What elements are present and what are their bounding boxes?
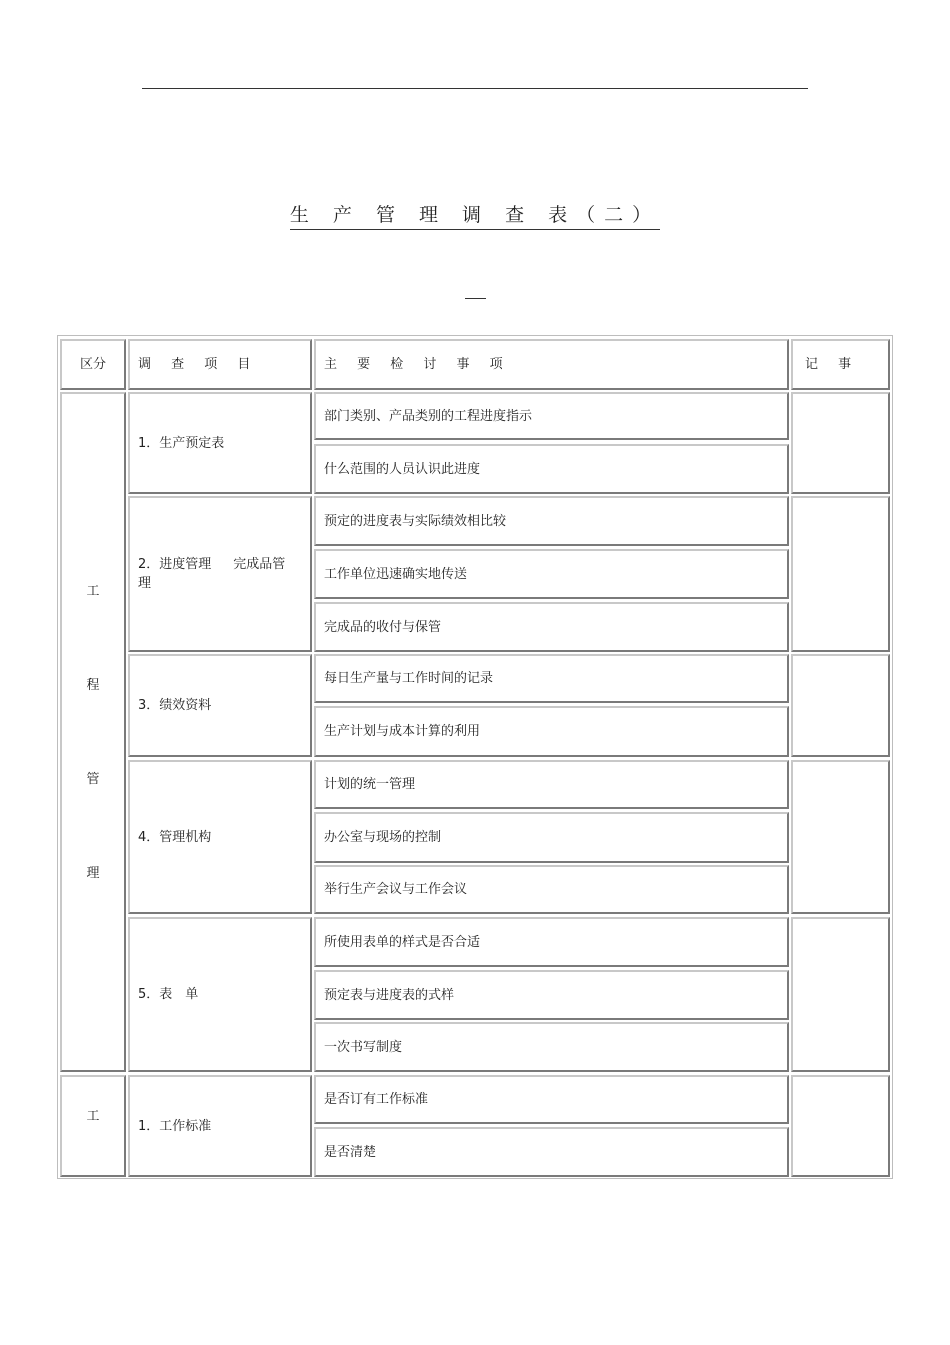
- point-cell: [314, 496, 789, 546]
- point-text: 工作单位迅速确实地传送: [324, 566, 468, 582]
- header-notes: [791, 339, 890, 390]
- point-text: 每日生产量与工作时间的记录: [324, 671, 494, 686]
- point-cell: [314, 602, 789, 652]
- point-text: 预定表与进度表的式样: [324, 987, 455, 1003]
- item-cell: [128, 654, 312, 757]
- header-category-text: 区分: [79, 357, 106, 372]
- notes-cell: [791, 1075, 890, 1177]
- point-cell: [314, 970, 789, 1020]
- category-char: 工: [86, 584, 100, 599]
- category-char: 管: [86, 772, 100, 787]
- point-cell: [314, 865, 789, 914]
- notes-cell: [791, 917, 890, 1072]
- item-cell: [128, 496, 312, 652]
- point-text: 举行生产会议与工作会议: [324, 882, 468, 897]
- header-points: [314, 339, 789, 390]
- header-points-text: 主 要 检 讨 事 项: [324, 357, 511, 372]
- item-label: 1．工作标准: [138, 1118, 212, 1134]
- category-cell-process-management: [60, 392, 126, 1072]
- item-label: 理: [138, 576, 152, 591]
- item-label: 3．绩效资料: [138, 698, 212, 713]
- point-text: 一次书写制度: [324, 1039, 403, 1055]
- point-text: 是否订有工作标准: [324, 1092, 429, 1107]
- header-category: [60, 339, 126, 390]
- category-char: 理: [86, 866, 100, 881]
- point-text: 部门类别、产品类别的工程进度指示: [324, 408, 533, 424]
- title-dash: [465, 298, 486, 299]
- header-item-text: 调 查 项 目: [138, 357, 259, 372]
- point-cell: [314, 1127, 789, 1177]
- page-title-text: 生 产 管 理 调 查 表（二）: [290, 204, 660, 230]
- point-cell: [314, 812, 789, 863]
- point-text: 完成品的收付与保管: [324, 619, 442, 635]
- point-text: 所使用表单的样式是否合适: [324, 934, 481, 950]
- point-cell: [314, 549, 789, 599]
- point-text: 是否清楚: [324, 1144, 377, 1160]
- point-text: 预定的进度表与实际绩效相比较: [324, 513, 507, 529]
- point-cell: [314, 706, 789, 757]
- point-text: 计划的统一管理: [324, 777, 416, 792]
- point-cell: [314, 917, 789, 967]
- notes-cell: [791, 392, 890, 494]
- notes-cell: [791, 654, 890, 757]
- notes-cell: [791, 760, 890, 914]
- point-cell: [314, 1075, 789, 1124]
- header-rule: [142, 88, 808, 89]
- category-char: 工: [86, 1109, 100, 1124]
- category-char: 程: [86, 678, 100, 693]
- point-text: 办公室与现场的控制: [324, 830, 442, 845]
- item-label-wrap: [130, 555, 293, 593]
- item-cell: [128, 917, 312, 1072]
- category-cell-work: [60, 1075, 126, 1177]
- item-label: 4．管理机构: [138, 829, 212, 845]
- item-label: 5．表 单: [138, 987, 199, 1002]
- point-cell: [314, 392, 789, 440]
- point-cell: [314, 654, 789, 703]
- item-label: 完成品管: [233, 557, 286, 572]
- point-cell: [314, 444, 789, 494]
- notes-cell: [791, 496, 890, 652]
- point-text: 生产计划与成本计算的利用: [324, 724, 481, 739]
- point-cell: [314, 760, 789, 809]
- header-item: [128, 339, 312, 390]
- header-notes-text: 记 事: [805, 357, 860, 372]
- point-text: 什么范围的人员认识此进度: [324, 461, 481, 477]
- point-cell: [314, 1022, 789, 1072]
- item-label: 2．进度管理: [138, 557, 212, 572]
- page-title: [0, 200, 950, 227]
- item-cell: [128, 392, 312, 494]
- item-label: 1．生产预定表: [138, 435, 225, 451]
- item-cell: [128, 1075, 312, 1177]
- item-cell: [128, 760, 312, 914]
